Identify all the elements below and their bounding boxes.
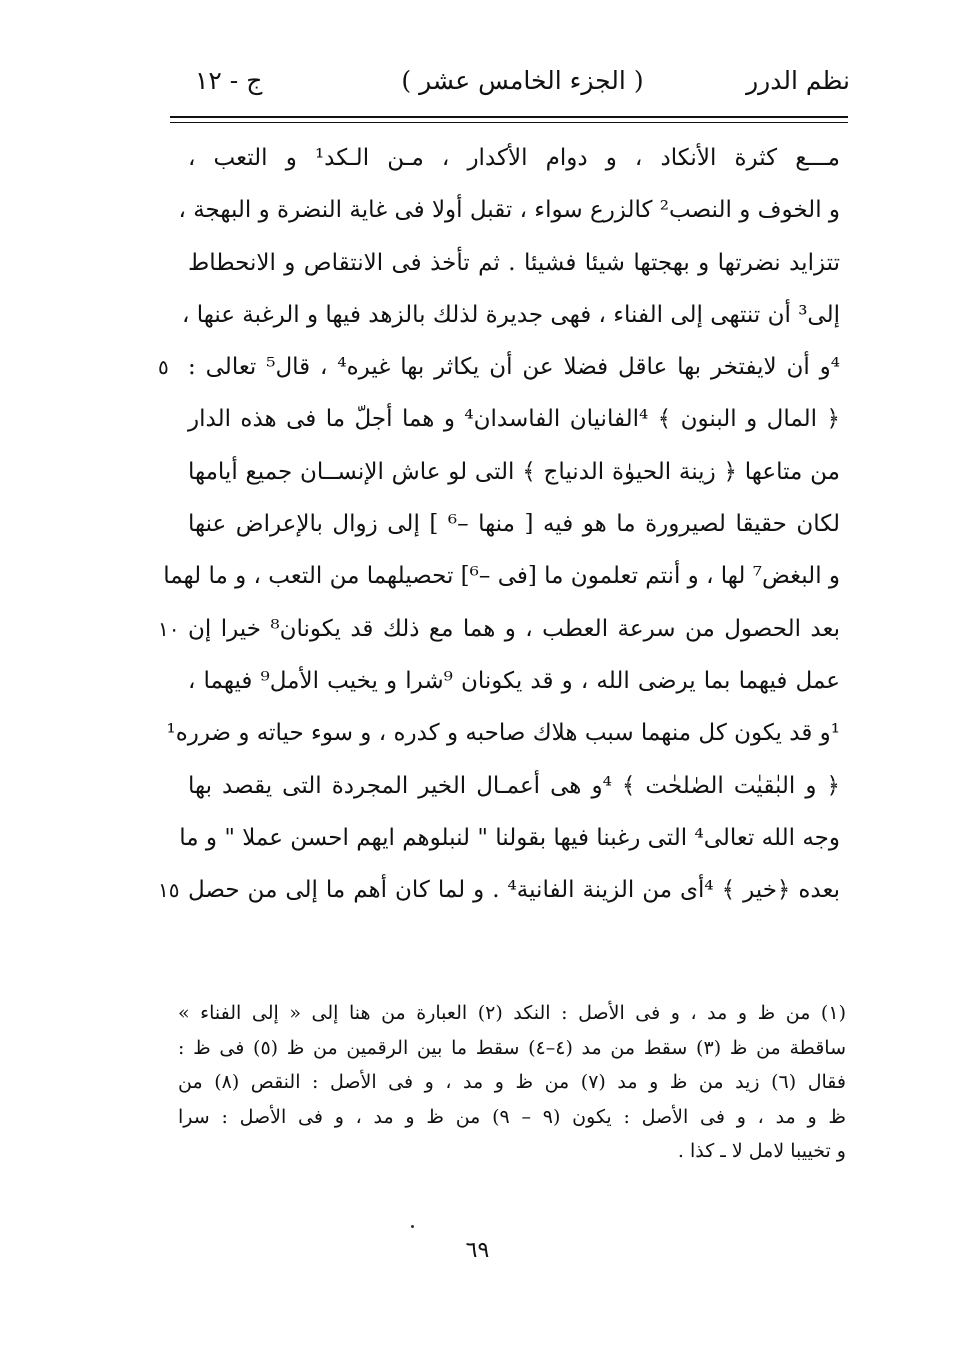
text-line xyxy=(158,341,840,393)
text-line xyxy=(181,289,840,341)
line-text: ﴿ المال و البنون ﴾ ⁴الفانيان الفاسدان⁴ و هما أجلّ ما فى هذه الدار xyxy=(188,406,840,433)
header-rule-thin xyxy=(170,122,848,123)
line-number: ١٠ xyxy=(158,616,180,641)
footnote-line: ظ و مد ، و فى الأصل : يكون (٩ – ٩) من ظ و مد ، و فى الأصل : سرا xyxy=(178,1105,846,1128)
line-number: ١٥ xyxy=(158,878,180,903)
part-title: ( الجزء الخامس عشر ) xyxy=(401,66,644,95)
text-line xyxy=(158,603,840,655)
text-line xyxy=(158,864,840,916)
book-title: نظم الدرر xyxy=(746,66,850,95)
print-speck xyxy=(411,1225,414,1228)
text-line xyxy=(179,812,840,864)
line-text: ⁴و أن لايفتخر بها عاقل فضلا عن أن يكاثر بها غيره⁴ ، قال⁵ تعالى : xyxy=(188,354,840,381)
line-text: بعده ﴿خير ﴾ ⁴أى من الزينة الفانية⁴ . و لما كان أهم ما إلى من حصل xyxy=(188,877,840,904)
footnote-line: (١) من ظ و مد ، و فى الأصل : النكد (٢) العبارة من هنا إلى « إلى الفناء » xyxy=(178,1002,846,1024)
line-text: بعد الحصول من سرعة العطب ، و هما مع ذلك قد يكونان⁸ خيرا إن xyxy=(188,615,840,642)
text-line xyxy=(188,760,840,812)
text-line xyxy=(188,655,840,707)
main-text xyxy=(158,132,840,916)
running-header xyxy=(195,66,850,110)
text-line xyxy=(188,498,840,550)
line-text: لكان حقيقا لصيرورة ما هو فيه [ منها –⁶ ] إلى زوال بالإعراض عنها xyxy=(188,511,840,538)
text-line xyxy=(188,132,840,184)
line-text: ¹و قد يكون كل منهما سبب هلاك صاحبه و كدره ، و سوء حياته و ضرره¹ xyxy=(166,720,840,747)
line-text: تتزايد نضرتها و بهجتها شيئا فشيئا . ثم تأخذ فى الانتقاص و الانحطاط xyxy=(188,249,840,276)
header-rule-thick xyxy=(170,116,848,118)
footnote-line: فقال (٦) زيد من ظ و مد (٧) من ظ و مد ، و فى الأصل : النقص (٨) من xyxy=(178,1071,846,1093)
line-text: و الخوف و النصب² كالزرع سواء ، تقبل أولا فى غاية النضرة و البهجة ، xyxy=(178,197,840,224)
text-line xyxy=(178,184,840,236)
line-text: من متاعها ﴿ زينة الحيوٰة الدنياج ﴾ التى لو عاش الإنســان جميع أيامها xyxy=(188,458,840,485)
line-text: و البغض⁷ لها ، و أنتم تعلمون ما [فى –⁶] تحصيلهما من التعب ، و ما لهما xyxy=(163,563,840,590)
line-text: إلى³ أن تنتهى إلى الفناء ، فهى جديرة لذلك بالزهد فيها و الرغبة عنها ، xyxy=(181,301,840,328)
line-text: وجه الله تعالى⁴ التى رغبنا فيها بقولنا " لنبلوهم ايهم احسن عملا " و ما xyxy=(179,824,840,851)
footnotes xyxy=(178,996,846,1169)
line-text: عمل فيهما بما يرضى الله ، و قد يكونان ⁹شرا و يخيب الأمل⁹ فيهما ، xyxy=(188,667,840,694)
text-line xyxy=(188,446,840,498)
text-line xyxy=(188,393,840,445)
text-line xyxy=(163,550,840,602)
footnote-line: ساقطة من ظ (٣) سقط من مد (٤–٤) سقط ما بين الرقمين من ظ (٥) فى ظ : xyxy=(178,1036,847,1059)
footnote-line: و تخييبا لامل لا ـ كذا . xyxy=(677,1140,846,1162)
volume-label: ج - ١٢ xyxy=(195,66,263,95)
line-text: مـــع كثرة الأنكاد ، و دوام الأكدار ، مـن الـكد¹ و التعب ، xyxy=(188,145,840,171)
text-line xyxy=(188,237,840,289)
line-number: ٥ xyxy=(158,355,169,380)
text-line xyxy=(166,707,840,759)
page-number: ٦٩ xyxy=(465,1238,490,1263)
line-text: ﴿ و البٰقيٰت الصٰلحٰت ﴾ ⁴و هى أعمـال الخير المجردة التى يقصد بها xyxy=(188,772,840,799)
